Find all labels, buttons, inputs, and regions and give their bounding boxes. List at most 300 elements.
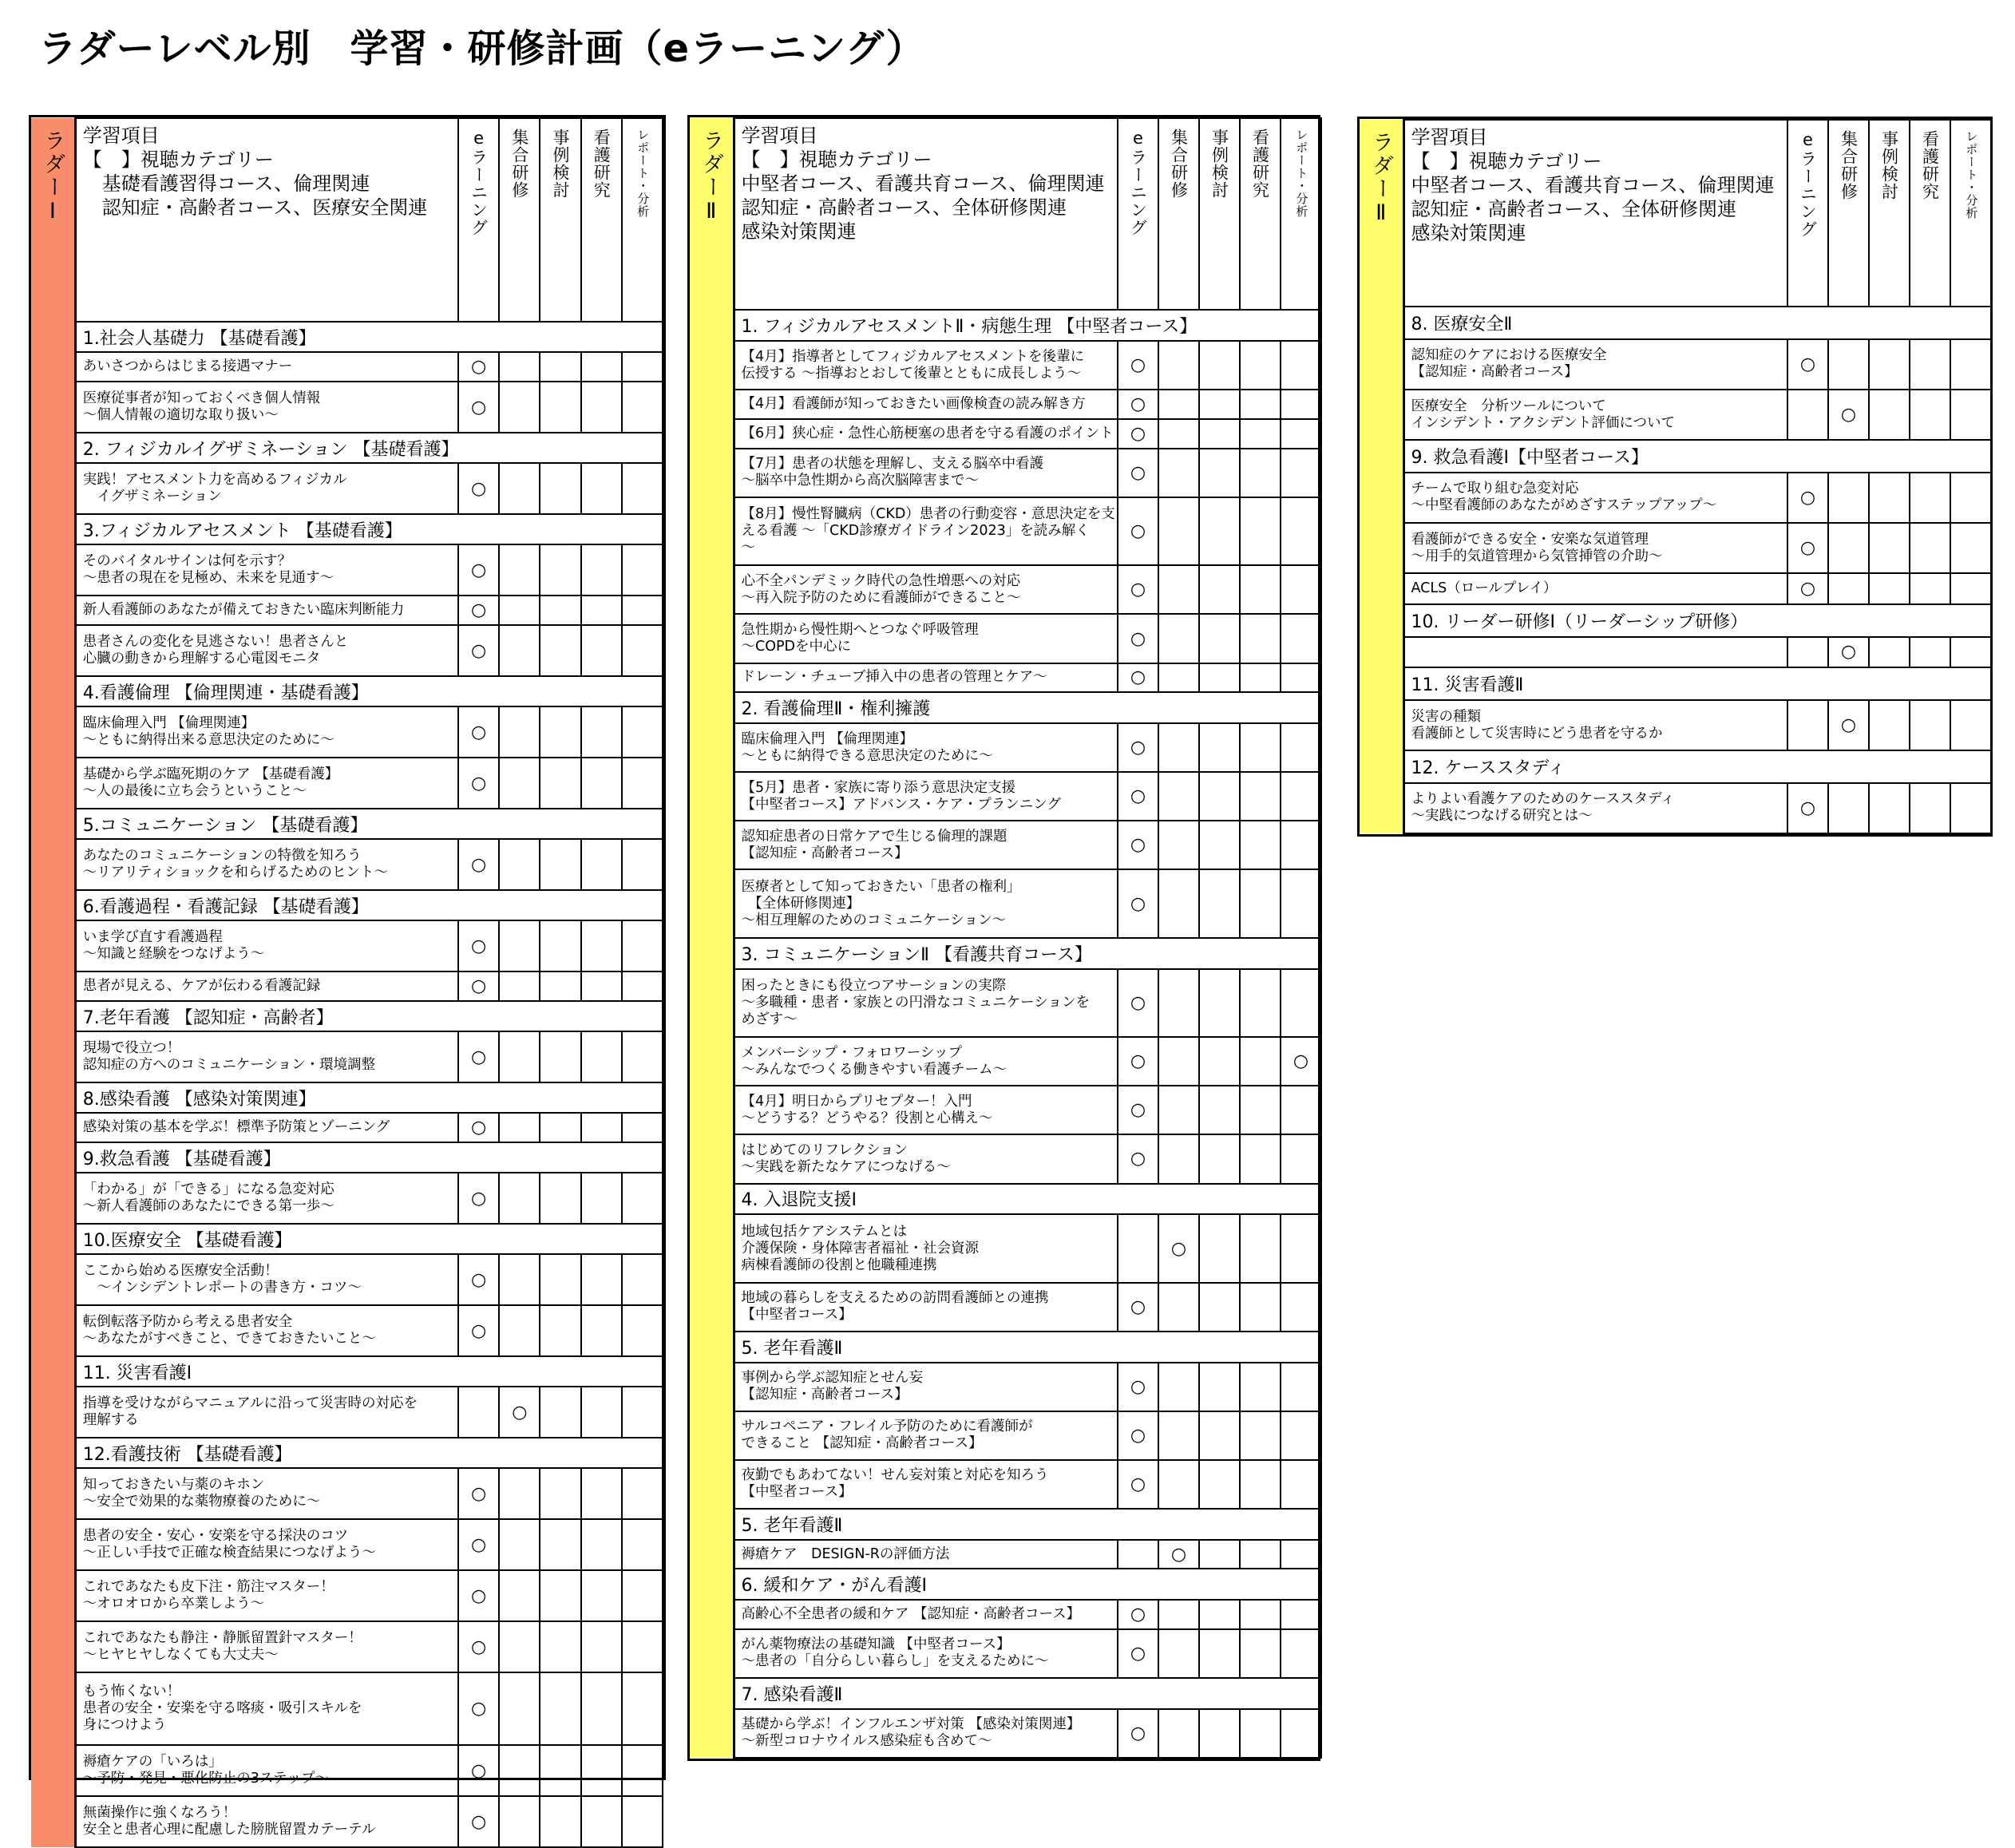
mark-cell [1158,1134,1199,1183]
mark-cell: ○ [458,352,499,382]
section-title: 2. フィジカルイグザミネーション 【基礎看護】 [75,433,663,463]
course-title [734,390,1118,419]
course-title-line: 指導を受けながらマニュアルに沿って災害時の対応を [82,1395,418,1411]
course-row [690,1629,1321,1678]
column-header-report-analysis [622,118,663,322]
course-title-line: ～多職種・患者・家族との円滑なコミュニケーションを [741,994,1090,1011]
course-row [31,463,663,514]
course-title [75,839,458,890]
ladder-level-band [690,118,734,1758]
course-title-line: 感染対策の基本を学ぶ！標準予防策とゾーニング [82,1119,390,1135]
mark-cell: ○ [1828,390,1869,440]
mark-cell [1281,869,1321,938]
course-title [75,463,458,514]
mark-cell [540,1305,580,1356]
course-title-line: ～ヒヤヒヤしなくても大丈夫～ [82,1647,279,1663]
mark-cell: ○ [1118,1363,1158,1411]
mark-cell [581,1745,622,1796]
course-row [690,772,1321,821]
mark-cell [1199,614,1240,663]
mark-cell [1950,390,1991,440]
page-title: ラダーレベル別 学習・研修計画（eラーニング） [38,26,925,71]
course-title-line: 【6月】狭心症・急性心筋梗塞の患者を守る看護のポイント [741,425,1114,441]
mark-cell [540,596,580,625]
course-row [31,1672,663,1745]
course-row [690,390,1321,419]
mark-cell: ○ [1118,1037,1158,1086]
mark-cell [499,382,540,433]
course-title-line: がん薬物療法の基礎知識 【中堅者コース】 [741,1636,1011,1653]
mark-cell [622,1305,663,1356]
mark-cell: ○ [1118,419,1158,449]
mark-cell [540,920,580,971]
mark-cell [1158,419,1199,449]
course-title [75,382,458,433]
mark-cell [581,758,622,809]
course-title-line: 患者さんの変化を見逃さない！患者さんと [82,634,349,650]
mark-cell [1240,341,1281,390]
mark-cell [1240,1283,1281,1332]
mark-cell [581,839,622,890]
column-header-case-study [540,118,580,322]
course-title-line: めざす～ [741,1011,798,1027]
section-title: 1. フィジカルアセスメントⅡ・病態生理 【中堅者コース】 [734,310,1321,341]
course-row [690,1709,1321,1758]
section-row [690,1678,1321,1709]
section-row [31,1142,663,1173]
column-header-elearning [1787,120,1828,307]
mark-cell [622,1254,663,1305]
course-title-line: ～脳卒中急性期から高次脳障害まで～ [741,473,979,489]
course-title-line: 看護師として災害時にどう患者を守るか [1411,725,1663,742]
mark-cell [1910,390,1950,440]
mark-cell [499,920,540,971]
mark-cell [581,1672,622,1745]
column-header-nursing-research [581,118,622,322]
section-title: 12. ケーススタディ [1403,750,1991,783]
course-row [690,969,1321,1038]
course-title-line: 知っておきたい与薬のキホン [82,1477,265,1493]
mark-cell [581,971,622,1001]
mark-cell [581,1254,622,1305]
mark-cell [540,839,580,890]
mark-cell [1828,523,1869,573]
course-title-line: 【8月】慢性腎臓病（CKD）患者の行動変容・意思決定を支 [741,506,1115,523]
mark-cell [1950,700,1991,750]
mark-cell [1828,573,1869,604]
section-row [31,676,663,706]
mark-cell: ○ [458,544,499,596]
course-title-line: イグザミネーション [82,489,222,505]
section-title: 2. 看護倫理Ⅱ・権利擁護 [734,692,1321,723]
course-title [734,1460,1118,1509]
mark-cell [540,1796,580,1847]
mark-cell [622,625,663,676]
mark-cell [1240,390,1281,419]
column-header-case-study [1869,120,1910,307]
course-title-line: ～インシデントレポートの書き方・コツ～ [82,1280,362,1296]
mark-cell [1240,449,1281,497]
mark-cell [1910,573,1950,604]
section-title: 4. 入退院支援Ⅰ [734,1184,1321,1215]
column-header-group-training [1828,120,1869,307]
mark-cell [1158,1709,1199,1758]
mark-cell: ○ [1118,1460,1158,1509]
section-row [31,514,663,544]
column-label: 看護研究 [1250,129,1270,199]
mark-cell [499,1468,540,1519]
header-line: 認知症・高齢者コース、全体研修関連 [1411,198,1737,220]
mark-cell [1281,1629,1321,1678]
mark-cell: ○ [458,1672,499,1745]
mark-cell [1158,1460,1199,1509]
mark-cell: ○ [1118,449,1158,497]
course-title [75,1113,458,1142]
section-row [690,1332,1321,1363]
mark-cell [581,463,622,514]
course-title-line: ～正しい手技で正確な検査結果につなげよう～ [82,1545,376,1561]
mark-cell: ○ [1118,1600,1158,1629]
course-title-line: 認知症のケアにおける医療安全 [1411,347,1607,364]
course-row [690,1086,1321,1134]
course-row [690,1411,1321,1460]
header-line: 【 】視聴カテゴリー [1411,150,1602,172]
mark-cell [622,758,663,809]
mark-cell [1869,339,1910,390]
mark-cell [499,1796,540,1847]
mark-cell [540,1468,580,1519]
course-title-line: 【7月】患者の状態を理解し、支える脳卒中看護 [741,456,1044,473]
mark-cell [622,382,663,433]
mark-cell [1199,1134,1240,1183]
column-header-subject [1403,120,1787,307]
course-title-line: 「わかる」が「できる」になる急変対応 [82,1181,335,1197]
mark-cell [581,382,622,433]
mark-cell: ○ [458,463,499,514]
mark-cell [1281,1214,1321,1283]
course-title [75,1031,458,1082]
course-title-line: ～ともに納得出来る意思決定のために～ [82,732,335,748]
mark-cell [499,1254,540,1305]
mark-cell [581,920,622,971]
course-title [75,625,458,676]
mark-cell [1158,565,1199,614]
mark-cell: ○ [1158,1214,1199,1283]
column-label: レポート・分析 [1294,129,1309,218]
mark-cell [1281,614,1321,663]
course-title-line: 基礎から学ぶ！インフルエンザ対策 【感染対策関連】 [741,1716,1081,1733]
course-title-line: はじめてのリフレクション [741,1142,909,1158]
course-title [734,341,1118,390]
mark-cell [1828,339,1869,390]
mark-cell [1828,473,1869,523]
mark-cell: ○ [458,1468,499,1519]
mark-cell [1158,1629,1199,1678]
course-row [31,596,663,625]
course-title [75,920,458,971]
course-title-line: 【4月】明日からプリセプター！入門 [741,1093,972,1110]
mark-cell [1199,1283,1240,1332]
mark-cell [1158,869,1199,938]
mark-cell: ○ [458,1745,499,1796]
mark-cell [622,1570,663,1621]
section-title: 10.医療安全 【基礎看護】 [75,1224,663,1254]
mark-cell [1199,1629,1240,1678]
course-title-line: 医療者として知っておきたい「患者の権利」 [741,878,1021,895]
course-title-line: 【5月】患者・家族に寄り添う意思決定支援 [741,779,1016,796]
mark-cell [1869,573,1910,604]
course-row [31,352,663,382]
mark-cell [499,1173,540,1224]
mark-cell [622,706,663,758]
column-header-group-training [499,118,540,322]
course-title [75,596,458,625]
section-title: 11. 災害看護Ⅰ [75,1356,663,1387]
course-row [1360,523,1991,573]
course-title-line: 【4月】指導者としてフィジカルアセスメントを後輩に [741,348,1085,365]
mark-cell [581,596,622,625]
mark-cell [540,625,580,676]
mark-cell [1240,1629,1281,1678]
course-row [31,1387,663,1438]
course-title-line: そのバイタルサインは何を示す？ [82,553,291,569]
mark-cell [1281,449,1321,497]
header-line: 学習項目 [1411,126,1488,148]
column-header-report-analysis [1281,118,1321,310]
mark-cell [499,1570,540,1621]
mark-cell [1199,969,1240,1038]
course-title [734,1086,1118,1134]
column-label: eラーニング [1128,129,1148,236]
course-title-line: 困ったときにも役立つアサーションの実際 [741,977,1007,994]
section-row [690,310,1321,341]
header-row [690,118,1321,310]
course-row [690,1134,1321,1183]
mark-cell [581,1305,622,1356]
mark-cell [622,920,663,971]
course-title-line: サルコペニア・フレイル予防のために看護師が [741,1419,1033,1435]
mark-cell [540,1254,580,1305]
mark-cell: ○ [1118,1283,1158,1332]
section-row [31,433,663,463]
mark-cell [1199,497,1240,566]
mark-cell [499,352,540,382]
course-title-line: ここから始める医療安全活動！ [82,1263,279,1279]
mark-cell [1281,419,1321,449]
course-title [734,497,1118,566]
mark-cell [1240,419,1281,449]
mark-cell: ○ [458,1621,499,1672]
course-row [31,1570,663,1621]
mark-cell [1281,969,1321,1038]
mark-cell: ○ [1118,821,1158,869]
curriculum-table [31,117,663,1848]
mark-cell [1240,723,1281,772]
mark-cell [1281,497,1321,566]
mark-cell: ○ [458,1570,499,1621]
mark-cell [1158,723,1199,772]
header-row [31,118,663,322]
mark-cell: ○ [1118,723,1158,772]
course-row [690,419,1321,449]
mark-cell [1158,663,1199,693]
mark-cell [581,1173,622,1224]
section-title: 8. 医療安全Ⅱ [1403,307,1991,339]
mark-cell [499,544,540,596]
mark-cell [1869,473,1910,523]
course-title-line: 高齢心不全患者の緩和ケア 【認知症・高齢者コース】 [741,1605,1081,1622]
course-title-line: 【中堅者コース】アドバンス・ケア・プランニング [741,796,1061,813]
mark-cell [622,596,663,625]
course-title-line: 理解する [82,1412,139,1428]
course-row [31,1621,663,1672]
course-title-line: ～COPDを中心に [741,639,852,655]
mark-cell: ○ [1158,1540,1199,1569]
course-title [1403,783,1787,833]
section-row [690,1184,1321,1215]
course-title-line: 【中堅者コース】 [741,1484,853,1501]
mark-cell [499,1031,540,1082]
mark-cell: ○ [1118,390,1158,419]
section-row [1360,604,1991,637]
course-row [31,839,663,890]
mark-cell [540,1745,580,1796]
mark-cell [499,463,540,514]
section-title: 8.感染看護 【感染対策関連】 [75,1082,663,1113]
mark-cell [1158,1037,1199,1086]
header-line: 認知症・高齢者コース、医療安全関連 [82,196,428,219]
course-title-line: 安全と患者心理に配慮した膀胱留置カテーテル [82,1822,376,1838]
mark-cell [1199,449,1240,497]
mark-cell: ○ [458,758,499,809]
course-row [1360,783,1991,833]
course-title-line: あいさつからはじまる接遇マナー [82,358,293,374]
mark-cell [581,625,622,676]
course-title-line: 転倒転落予防から考える患者安全 [82,1314,293,1330]
course-title-line: 心臓の動きから理解する心電図モニタ [82,651,321,667]
course-title [734,869,1118,938]
column-label: eラーニング [1798,130,1818,238]
mark-cell [1950,523,1991,573]
mark-cell [1199,1086,1240,1134]
mark-cell [1910,783,1950,833]
section-row [31,1356,663,1387]
mark-cell [1199,772,1240,821]
section-row [1360,440,1991,473]
course-title [75,1305,458,1356]
mark-cell [622,971,663,1001]
mark-cell [1281,663,1321,693]
mark-cell [622,1745,663,1796]
course-title-line: 急性期から慢性期へとつなぐ呼吸管理 [741,622,979,638]
course-title-line: ～患者の「自分らしい暮らし」を支えるために～ [741,1653,1049,1670]
mark-cell [540,758,580,809]
mark-cell [1158,1086,1199,1134]
mark-cell [540,1672,580,1745]
mark-cell [1240,1540,1281,1569]
course-title-line: 患者の安全・安心・安楽を守る採決のコツ [82,1528,349,1544]
course-title [734,1629,1118,1678]
column-label: レポート・分析 [635,129,651,218]
section-title: 6.看護過程・看護記録 【基礎看護】 [75,890,663,920]
course-row [31,1113,663,1142]
column-label: 集合研修 [509,129,529,199]
mark-cell [1240,1709,1281,1758]
header-line: 【 】視聴カテゴリー [82,148,274,171]
course-row [1360,700,1991,750]
mark-cell [540,1519,580,1570]
mark-cell [622,1113,663,1142]
mark-cell [1281,565,1321,614]
header-line: 学習項目 [82,125,160,147]
mark-cell [622,544,663,596]
mark-cell: ○ [1118,341,1158,390]
mark-cell [581,1570,622,1621]
mark-cell: ○ [458,1305,499,1356]
mark-cell [1281,821,1321,869]
course-row [31,1305,663,1356]
course-title [734,1214,1118,1283]
course-row [690,1363,1321,1411]
mark-cell: ○ [1118,969,1158,1038]
course-title-line: 実践！アセスメント力を高めるフィジカル [82,472,347,488]
mark-cell [1869,700,1910,750]
course-row [690,1214,1321,1283]
course-title-line: 【4月】看護師が知っておきたい画像検査の読み解き方 [741,396,1086,413]
course-title [734,821,1118,869]
mark-cell [1240,1460,1281,1509]
section-row [690,938,1321,969]
course-title-line: 臨床倫理入門 【倫理関連】 [741,730,914,747]
course-title-line: ～新人看護師のあなたにできる第一歩～ [82,1198,335,1214]
course-title-line: 医療安全 分析ツールについて [1411,398,1606,414]
course-row [690,663,1321,693]
course-title-line: ～相互理解のためのコミュニケーション～ [741,912,1006,928]
mark-cell [1950,637,1991,668]
column-label: 事例検討 [1879,130,1899,200]
course-title-line: 【中堅者コース】 [741,1307,853,1324]
mark-cell [1240,1411,1281,1460]
mark-cell [1158,390,1199,419]
course-title-line: 褥瘡ケア DESIGN-Rの評価方法 [741,1545,950,1562]
section-row [1360,667,1991,700]
section-row [690,1569,1321,1600]
section-row [31,1082,663,1113]
mark-cell [499,596,540,625]
section-title: 10. リーダー研修Ⅰ（リーダーシップ研修） [1403,604,1991,637]
mark-cell: ○ [458,839,499,890]
course-title [734,565,1118,614]
mark-cell: ○ [458,971,499,1001]
header-row [1360,120,1991,307]
header-line: 感染対策関連 [741,220,857,243]
course-title-line: ～実践につなげる研究とは～ [1411,808,1593,825]
course-row [31,382,663,433]
course-title [75,1173,458,1224]
course-title-line: 災害の種類 [1411,708,1481,725]
mark-cell [1240,1086,1281,1134]
course-row [31,1745,663,1796]
mark-cell: ○ [458,596,499,625]
course-title-line: ～実践を新たなケアにつなげる～ [741,1158,951,1175]
mark-cell [1199,1540,1240,1569]
course-title-line: ～みんなでつくる働きやすい看護チーム～ [741,1061,1007,1078]
mark-cell [540,463,580,514]
mark-cell: ○ [458,1031,499,1082]
mark-cell [1118,1214,1158,1283]
section-title: 3.フィジカルアセスメント 【基礎看護】 [75,514,663,544]
course-title [1403,390,1787,440]
